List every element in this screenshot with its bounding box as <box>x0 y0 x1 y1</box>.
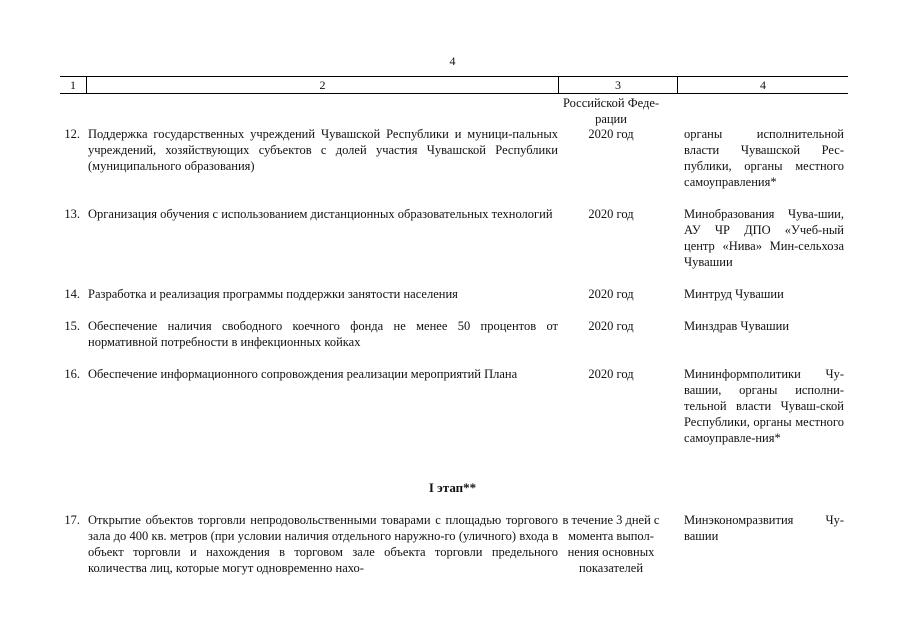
row-description: Организация обучения с использованием дистанционных образовательных технологий <box>88 207 553 221</box>
row-description: Разработка и реализация программы поддержки занятости населения <box>88 287 458 301</box>
row-description: Обеспечение информационного сопровождения реализации мероприятий Плана <box>88 367 518 381</box>
row-number: 16. <box>64 367 80 381</box>
row-term: 2020 год <box>588 319 634 333</box>
header-col-4: 4 <box>760 78 766 92</box>
header-col-3: 3 <box>615 78 621 92</box>
row-description: Открытие объектов торговли непродовольственными товарами с площадью торгового зала до 400 кв. метров (при условии наличия отдельного наружно-го (уличного) входа в объект торговли и нахождения в торговом зале объекта торговли предельного количества лиц, которые могут одновременно нахо- <box>88 513 558 575</box>
row-number: 15. <box>64 319 80 333</box>
table-header-row <box>60 76 848 94</box>
row-description: Поддержка государственных учреждений Чувашской Республики и муници-пальных учреждений, хозяйствующих субъектов с долей участия Чувашской Республики (муниципального образования) <box>88 127 558 173</box>
stage-heading: I этап** <box>428 480 477 495</box>
carry-over-term: Российской Феде- рации <box>562 96 660 126</box>
row-number: 13. <box>64 207 80 221</box>
row-term: 2020 год <box>588 127 634 141</box>
row-number: 17. <box>64 513 80 527</box>
row-term: 2020 год <box>588 207 634 221</box>
header-col-2: 2 <box>319 78 326 92</box>
row-number: 12. <box>64 127 80 141</box>
page-number: 4 <box>449 54 456 68</box>
row-description: Обеспечение наличия свободного коечного фонда не менее 50 процентов от нормативной потребности в инфекционных койках <box>88 319 558 349</box>
header-col-1: 1 <box>70 78 76 92</box>
row-executor: Минобразования Чува-шии, АУ ЧР ДПО «Учеб-ный центр «Нива» Мин-сельхоза Чувашии <box>684 207 844 269</box>
row-term: 2020 год <box>588 367 634 381</box>
row-term: 2020 год <box>588 287 634 301</box>
row-executor: Минздрав Чувашии <box>684 319 790 333</box>
row-number: 14. <box>64 287 80 301</box>
row-executor: органы исполнительной власти Чувашской Рес-публики, органы местного самоуправления* <box>684 127 844 189</box>
row-executor: Минэкономразвития Чу-вашии <box>684 513 844 543</box>
row-executor: Мининформполитики Чу-вашии, органы исполни-тельной власти Чуваш-ской Республики, органы местного самоуправле-ния* <box>684 367 844 445</box>
row-executor: Минтруд Чувашии <box>684 287 784 301</box>
row-term: в течение 3 дней с момента выпол-нения основных показателей <box>562 513 660 575</box>
